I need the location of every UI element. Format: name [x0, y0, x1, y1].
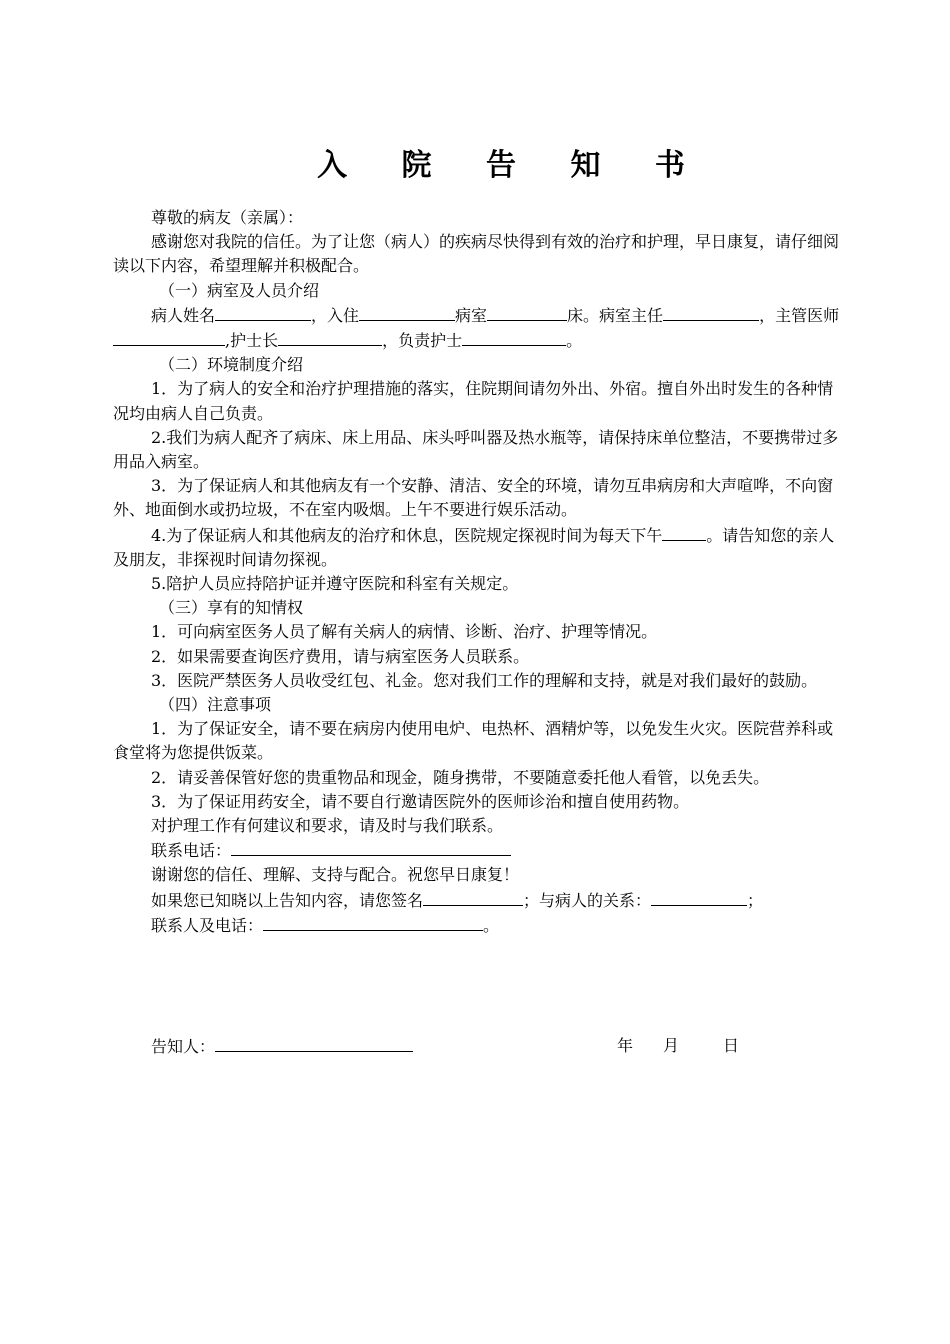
staff-info-paragraph: 病人姓名 ，入住 病室 床。病室主任 ，主管医师,护士长 ，负责护士 。 [113, 303, 845, 353]
intro-paragraph: 感谢您对我院的信任。为了让您（病人）的疾病尽快得到有效的治疗和护理，早日康复，请仔细阅读以下内容，希望理解并积极配合。 [113, 232, 840, 276]
contact-line: 联系人及电话： 。 [113, 913, 845, 938]
signature-blank[interactable] [423, 888, 523, 906]
section2-item5: 5.陪护人员应持陪护证并遵守医院和科室有关规定。 [151, 574, 519, 594]
greeting: 尊敬的病友（亲属）： [151, 208, 304, 227]
visit-time-blank[interactable] [662, 523, 706, 541]
bed-blank[interactable] [487, 303, 567, 321]
document-body [113, 206, 845, 938]
year-label: 年 [617, 1036, 634, 1055]
day-label: 日 [723, 1036, 740, 1055]
section3-heading: （三）享有的知情权 [159, 598, 304, 618]
director-blank[interactable] [663, 303, 759, 321]
section2-item3: 3．为了保证病人和其他病友有一个安静、清洁、安全的环境，请勿互串病房和大声喧哗，不向窗外、地面倒水或扔垃圾，不在室内吸烟。上午不要进行娱乐活动。 [113, 476, 834, 520]
section2-item2: 2.我们为病人配齐了病床、床上用品、床头呼叫器及热水瓶等，请保持床单位整洁，不要携带过多用品入病室。 [113, 427, 839, 472]
month-label: 月 [663, 1036, 680, 1055]
head-nurse-blank[interactable] [278, 328, 382, 346]
section3-item3: 3．医院严禁医务人员收受红包、礼金。您对我们工作的理解和支持，就是对我们最好的鼓励。 [151, 670, 818, 690]
phone-line: 联系电话： [113, 838, 845, 863]
section4-item1: 1．为了保证安全，请不要在病房内使用电炉、电热杯、酒精炉等，以免发生火灾。医院营养科或食堂将为您提供饭菜。 [113, 719, 834, 763]
ward-blank[interactable] [359, 303, 455, 321]
relation-blank[interactable] [651, 888, 747, 906]
section4-item2: 2．请妥善保管好您的贵重物品和现金，随身携带，不要随意委托他人看管，以免丢失。 [151, 767, 770, 787]
date-line [617, 1034, 739, 1058]
phone-blank[interactable] [231, 838, 511, 856]
attending-blank[interactable] [113, 328, 225, 346]
section4-item3: 3．为了保证用药安全，请不要自行邀请医院外的医师诊治和擅自使用药物。 [151, 791, 690, 811]
notifier-blank[interactable] [215, 1034, 413, 1052]
section2-heading: （二）环境制度介绍 [159, 355, 304, 375]
section3-item1: 1．可向病室医务人员了解有关病人的病情、诊断、治疗、护理等情况。 [151, 622, 658, 642]
contact-blank[interactable] [263, 913, 483, 931]
nurse-blank[interactable] [462, 328, 566, 346]
thanks-line: 谢谢您的信任、理解、支持与配合。祝您早日康复！ [151, 865, 520, 885]
section4-heading: （四）注意事项 [159, 695, 272, 715]
section2-item1: 1．为了病人的安全和治疗护理措施的落实，住院期间请勿外出、外宿。擅自外出时发生的各种情况均由病人自己负责。 [113, 379, 834, 423]
notifier-line: 告知人： [151, 1034, 851, 1059]
patient-name-blank[interactable] [215, 303, 311, 321]
section3-item2: 2．如果需要查询医疗费用，请与病室医务人员联系。 [151, 646, 530, 666]
document-title: 入 院 告 知 书 [317, 148, 707, 183]
section1-heading: （一）病室及人员介绍 [159, 280, 320, 300]
section2-item4: 4.为了保证病人和其他病友的治疗和休息，医院规定探视时间为每天下午 。请告知您的亲人及朋友，非探视时间请勿探视。 [113, 523, 845, 572]
signature-line: 如果您已知晓以上告知内容，请您签名 ；与病人的关系： ； [113, 888, 845, 913]
feedback-line: 对护理工作有何建议和要求，请及时与我们联系。 [151, 816, 504, 836]
